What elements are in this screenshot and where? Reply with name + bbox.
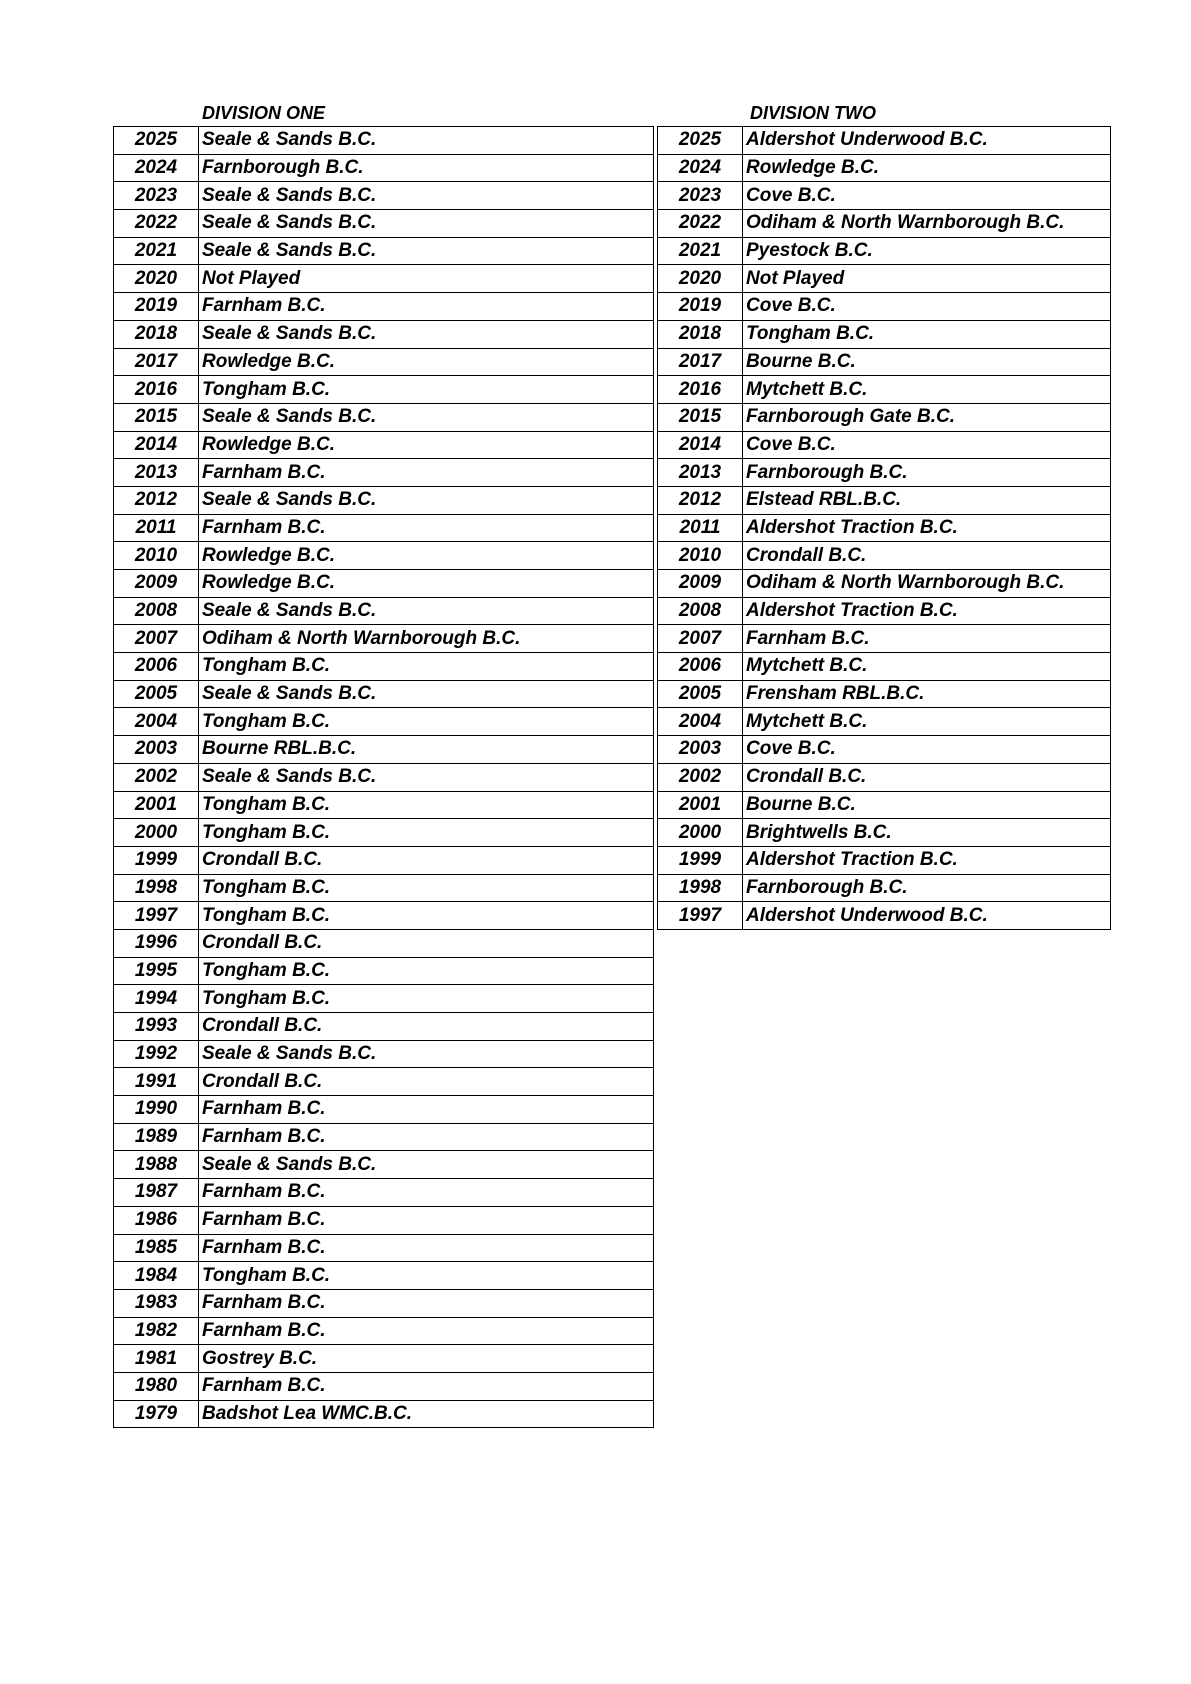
year-cell: 2001: [114, 791, 199, 819]
year-cell: 1995: [114, 957, 199, 985]
year-cell: 1982: [114, 1317, 199, 1345]
year-cell: 2004: [114, 708, 199, 736]
year-cell: 1998: [114, 874, 199, 902]
year-cell: 1985: [114, 1234, 199, 1262]
year-cell: 2008: [658, 597, 743, 625]
club-cell: Seale & Sands B.C.: [199, 237, 654, 265]
table-row: [114, 957, 654, 985]
table-row: [114, 1068, 654, 1096]
club-cell: Seale & Sands B.C.: [199, 486, 654, 514]
table-row: [114, 929, 654, 957]
year-cell: 2020: [658, 265, 743, 293]
club-cell: Odiham & North Warnborough B.C.: [743, 570, 1111, 598]
club-cell: Tongham B.C.: [199, 791, 654, 819]
table-row: [114, 376, 654, 404]
table-row: [114, 653, 654, 681]
year-cell: 2013: [658, 459, 743, 487]
table-row: [114, 486, 654, 514]
table-row: [658, 874, 1111, 902]
club-cell: Tongham B.C.: [199, 1262, 654, 1290]
table-row: [114, 1179, 654, 1207]
club-cell: Frensham RBL.B.C.: [743, 680, 1111, 708]
year-cell: 2001: [658, 791, 743, 819]
club-cell: Crondall B.C.: [743, 763, 1111, 791]
table-row: [114, 1262, 654, 1290]
table-row: [114, 625, 654, 653]
club-cell: Farnham B.C.: [199, 1206, 654, 1234]
year-cell: 2010: [114, 542, 199, 570]
club-cell: Farnham B.C.: [199, 1372, 654, 1400]
club-cell: Mytchett B.C.: [743, 708, 1111, 736]
year-cell: 2023: [658, 182, 743, 210]
table-row: [114, 819, 654, 847]
table-row: [114, 1040, 654, 1068]
table-row: [658, 736, 1111, 764]
year-cell: 2017: [114, 348, 199, 376]
club-cell: Rowledge B.C.: [199, 431, 654, 459]
year-cell: 2019: [658, 293, 743, 321]
club-cell: Badshot Lea WMC.B.C.: [199, 1400, 654, 1428]
table-row: [114, 1400, 654, 1428]
year-cell: 2011: [658, 514, 743, 542]
club-cell: Cove B.C.: [743, 736, 1111, 764]
year-cell: 2010: [658, 542, 743, 570]
year-cell: 2003: [114, 736, 199, 764]
table-row: [114, 237, 654, 265]
year-cell: 2019: [114, 293, 199, 321]
table-row: [658, 182, 1111, 210]
table-row: [658, 459, 1111, 487]
table-row: [114, 791, 654, 819]
year-cell: 1997: [114, 902, 199, 930]
division-two-section: [657, 100, 1111, 930]
year-cell: 2022: [658, 210, 743, 238]
club-cell: Tongham B.C.: [199, 708, 654, 736]
club-cell: Seale & Sands B.C.: [199, 210, 654, 238]
table-row: [658, 542, 1111, 570]
table-row: [658, 293, 1111, 321]
year-cell: 2012: [658, 486, 743, 514]
club-cell: Tongham B.C.: [743, 320, 1111, 348]
table-row: [658, 210, 1111, 238]
year-cell: 2020: [114, 265, 199, 293]
division-two-rows: [658, 127, 1111, 930]
table-row: [114, 403, 654, 431]
club-cell: Crondall B.C.: [199, 1013, 654, 1041]
club-cell: Aldershot Traction B.C.: [743, 846, 1111, 874]
division-one-rows: [114, 127, 654, 1428]
table-row: [658, 763, 1111, 791]
year-cell: 1980: [114, 1372, 199, 1400]
table-row: [114, 1123, 654, 1151]
club-cell: Bourne B.C.: [743, 791, 1111, 819]
year-cell: 2000: [114, 819, 199, 847]
table-row: [114, 182, 654, 210]
table-row: [658, 680, 1111, 708]
table-row: [114, 127, 654, 155]
year-cell: 2016: [114, 376, 199, 404]
year-cell: 2002: [114, 763, 199, 791]
year-cell: 2004: [658, 708, 743, 736]
table-row: [114, 1317, 654, 1345]
club-cell: Aldershot Traction B.C.: [743, 514, 1111, 542]
table-row: [114, 1013, 654, 1041]
table-row: [114, 985, 654, 1013]
club-cell: Farnham B.C.: [199, 1317, 654, 1345]
table-row: [114, 1151, 654, 1179]
club-cell: Rowledge B.C.: [743, 154, 1111, 182]
year-cell: 1996: [114, 929, 199, 957]
year-cell: 2000: [658, 819, 743, 847]
club-cell: Crondall B.C.: [743, 542, 1111, 570]
division-one-table: [113, 126, 654, 1428]
table-row: [114, 431, 654, 459]
year-cell: 2015: [658, 403, 743, 431]
year-cell: 2024: [658, 154, 743, 182]
table-row: [114, 265, 654, 293]
year-cell: 1990: [114, 1096, 199, 1124]
club-cell: Farnham B.C.: [199, 1096, 654, 1124]
year-cell: 2018: [114, 320, 199, 348]
club-cell: Tongham B.C.: [199, 957, 654, 985]
club-cell: Rowledge B.C.: [199, 570, 654, 598]
year-cell: 1991: [114, 1068, 199, 1096]
club-cell: Farnham B.C.: [199, 459, 654, 487]
club-cell: Tongham B.C.: [199, 376, 654, 404]
year-cell: 2003: [658, 736, 743, 764]
table-row: [658, 625, 1111, 653]
year-cell: 2007: [114, 625, 199, 653]
table-row: [114, 846, 654, 874]
club-cell: Farnborough B.C.: [743, 874, 1111, 902]
year-cell: 1987: [114, 1179, 199, 1207]
table-row: [658, 320, 1111, 348]
table-row: [658, 486, 1111, 514]
division-one-section: [113, 100, 654, 1428]
year-cell: 2013: [114, 459, 199, 487]
year-cell: 2009: [658, 570, 743, 598]
table-row: [114, 736, 654, 764]
club-cell: Farnham B.C.: [199, 1123, 654, 1151]
table-row: [114, 154, 654, 182]
table-row: [114, 542, 654, 570]
table-row: [658, 902, 1111, 930]
club-cell: Pyestock B.C.: [743, 237, 1111, 265]
club-cell: Cove B.C.: [743, 182, 1111, 210]
club-cell: Seale & Sands B.C.: [199, 597, 654, 625]
year-cell: 1997: [658, 902, 743, 930]
year-cell: 2002: [658, 763, 743, 791]
club-cell: Seale & Sands B.C.: [199, 182, 654, 210]
table-row: [658, 791, 1111, 819]
year-cell: 2008: [114, 597, 199, 625]
year-cell: 1999: [658, 846, 743, 874]
club-cell: Tongham B.C.: [199, 985, 654, 1013]
table-row: [114, 597, 654, 625]
club-cell: Tongham B.C.: [199, 819, 654, 847]
table-row: [658, 514, 1111, 542]
year-cell: 2018: [658, 320, 743, 348]
table-row: [658, 708, 1111, 736]
club-cell: Not Played: [199, 265, 654, 293]
table-row: [114, 514, 654, 542]
club-cell: Cove B.C.: [743, 431, 1111, 459]
club-cell: Tongham B.C.: [199, 653, 654, 681]
table-row: [114, 874, 654, 902]
club-cell: Farnborough B.C.: [743, 459, 1111, 487]
year-cell: 2021: [114, 237, 199, 265]
table-row: [658, 376, 1111, 404]
club-cell: Seale & Sands B.C.: [199, 1151, 654, 1179]
club-cell: Bourne RBL.B.C.: [199, 736, 654, 764]
club-cell: Farnborough B.C.: [199, 154, 654, 182]
club-cell: Mytchett B.C.: [743, 653, 1111, 681]
table-row: [114, 1234, 654, 1262]
year-cell: 1979: [114, 1400, 199, 1428]
club-cell: Farnham B.C.: [199, 293, 654, 321]
year-cell: 2012: [114, 486, 199, 514]
year-cell: 2006: [114, 653, 199, 681]
year-cell: 2005: [658, 680, 743, 708]
year-cell: 2017: [658, 348, 743, 376]
division-two-title: DIVISION TWO: [750, 103, 876, 123]
table-row: [658, 237, 1111, 265]
club-cell: Elstead RBL.B.C.: [743, 486, 1111, 514]
club-cell: Farnham B.C.: [199, 1234, 654, 1262]
club-cell: Cove B.C.: [743, 293, 1111, 321]
club-cell: Farnham B.C.: [743, 625, 1111, 653]
club-cell: Seale & Sands B.C.: [199, 403, 654, 431]
table-row: [658, 819, 1111, 847]
year-cell: 1984: [114, 1262, 199, 1290]
table-row: [114, 1372, 654, 1400]
table-row: [114, 902, 654, 930]
year-cell: 2007: [658, 625, 743, 653]
club-cell: Crondall B.C.: [199, 846, 654, 874]
club-cell: Aldershot Underwood B.C.: [743, 902, 1111, 930]
table-row: [114, 1096, 654, 1124]
table-row: [114, 459, 654, 487]
club-cell: Farnham B.C.: [199, 1179, 654, 1207]
year-cell: 1986: [114, 1206, 199, 1234]
year-cell: 2014: [114, 431, 199, 459]
club-cell: Crondall B.C.: [199, 1068, 654, 1096]
table-row: [658, 846, 1111, 874]
table-row: [114, 348, 654, 376]
club-cell: Seale & Sands B.C.: [199, 320, 654, 348]
club-cell: Odiham & North Warnborough B.C.: [743, 210, 1111, 238]
year-cell: 2009: [114, 570, 199, 598]
table-row: [114, 570, 654, 598]
table-row: [114, 708, 654, 736]
club-cell: Seale & Sands B.C.: [199, 1040, 654, 1068]
year-cell: 1998: [658, 874, 743, 902]
club-cell: Farnham B.C.: [199, 1289, 654, 1317]
year-cell: 2006: [658, 653, 743, 681]
year-cell: 1992: [114, 1040, 199, 1068]
club-cell: Tongham B.C.: [199, 874, 654, 902]
club-cell: Rowledge B.C.: [199, 542, 654, 570]
club-cell: Mytchett B.C.: [743, 376, 1111, 404]
club-cell: Rowledge B.C.: [199, 348, 654, 376]
year-cell: 2015: [114, 403, 199, 431]
table-row: [658, 570, 1111, 598]
year-cell: 1993: [114, 1013, 199, 1041]
club-cell: Not Played: [743, 265, 1111, 293]
year-cell: 2005: [114, 680, 199, 708]
table-row: [658, 431, 1111, 459]
club-cell: Farnborough Gate B.C.: [743, 403, 1111, 431]
table-row: [114, 210, 654, 238]
year-cell: 2011: [114, 514, 199, 542]
table-row: [658, 653, 1111, 681]
club-cell: Seale & Sands B.C.: [199, 680, 654, 708]
club-cell: Seale & Sands B.C.: [199, 763, 654, 791]
club-cell: Farnham B.C.: [199, 514, 654, 542]
table-row: [114, 320, 654, 348]
table-row: [658, 348, 1111, 376]
table-row: [658, 154, 1111, 182]
division-one-title: DIVISION ONE: [202, 103, 326, 123]
year-cell: 1981: [114, 1345, 199, 1373]
table-row: [114, 1289, 654, 1317]
year-cell: 2022: [114, 210, 199, 238]
division-two-table: [657, 126, 1111, 930]
club-cell: Crondall B.C.: [199, 929, 654, 957]
club-cell: Tongham B.C.: [199, 902, 654, 930]
year-cell: 2014: [658, 431, 743, 459]
year-cell: 2016: [658, 376, 743, 404]
table-row: [114, 1206, 654, 1234]
year-cell: 1989: [114, 1123, 199, 1151]
table-row: [114, 680, 654, 708]
club-cell: Brightwells B.C.: [743, 819, 1111, 847]
year-cell: 1994: [114, 985, 199, 1013]
club-cell: Odiham & North Warnborough B.C.: [199, 625, 654, 653]
year-cell: 1999: [114, 846, 199, 874]
club-cell: Seale & Sands B.C.: [199, 127, 654, 155]
table-row: [114, 1345, 654, 1373]
table-row: [114, 763, 654, 791]
table-row: [114, 293, 654, 321]
year-cell: 2024: [114, 154, 199, 182]
year-cell: 2025: [658, 127, 743, 155]
year-cell: 1983: [114, 1289, 199, 1317]
club-cell: Gostrey B.C.: [199, 1345, 654, 1373]
table-row: [658, 127, 1111, 155]
year-cell: 2023: [114, 182, 199, 210]
table-row: [658, 597, 1111, 625]
club-cell: Bourne B.C.: [743, 348, 1111, 376]
year-cell: 2025: [114, 127, 199, 155]
year-cell: 1988: [114, 1151, 199, 1179]
table-row: [658, 265, 1111, 293]
table-row: [658, 403, 1111, 431]
club-cell: Aldershot Traction B.C.: [743, 597, 1111, 625]
year-cell: 2021: [658, 237, 743, 265]
club-cell: Aldershot Underwood B.C.: [743, 127, 1111, 155]
